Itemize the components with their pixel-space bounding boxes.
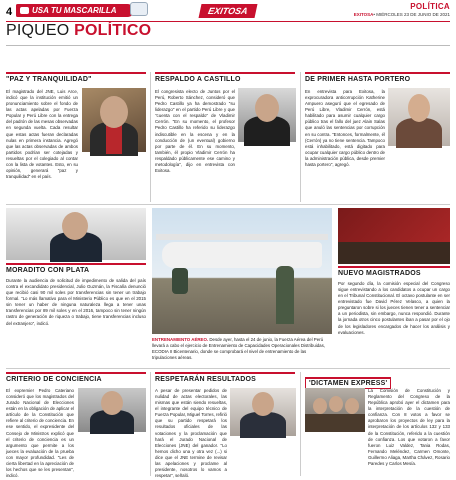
- photo-ampuero: [388, 88, 450, 146]
- article-heading: RESPALDO A CASTILLO: [155, 72, 295, 83]
- photo-aircraft: [152, 208, 332, 334]
- article-body: En entrevista para Exitosa, la exprocuradora anticorrupción Katherine Ampuero aseguró que el egresado de Perú Libre, Vladimir Cerrón, está habilitado para asumir cualquier cargo público tras el fallo del juez Alain Salas que anuló las sentencias por corrupción en su contra. "Entonces, formalmente, él (Cerrón) ya no tiene sentencia. Tampoco está inhabilitado, está digitado para ocupar cualquier cargo público dentro de la administración pública, desde premier hasta portero", agregó.: [305, 89, 385, 167]
- brand-logo: EXITOSA: [199, 4, 258, 18]
- mask-banner-text: USA TU MASCARILLA: [32, 6, 117, 15]
- photo-congress: [338, 208, 450, 264]
- page-title-light: PIQUEO: [6, 22, 75, 39]
- dateline-date: • MIÉRCOLES 23 DE JUNIO DE 2021: [373, 12, 450, 17]
- photo-commission: [305, 388, 365, 432]
- dateline: [354, 12, 450, 17]
- pilot-figure: [276, 266, 294, 324]
- article-body: Durante la audiencia de solicitud de impedimento de salida del país contra el excandidato presidencial, Julio Guzmán, la Fiscalía denunció que recibió casi 90 mil soles por transferencias sin tener un trabajo formal. "Lo más llamativo para el Ministerio Público es que en el 2015 sin tener un haber de ninguna naturaleza llega a tener unas transferencias por 89 mil soles y en el 2016, tampoco sin tener ningún rastro de generación de riqueza o trabajo, tiene transferencias incluso del extranjero", indicó.: [6, 278, 146, 326]
- pilot-figure: [172, 268, 188, 294]
- page-number: 4: [6, 6, 13, 18]
- photo-torres: [230, 388, 296, 436]
- column-divider: [300, 72, 301, 202]
- article-criterio: [6, 372, 146, 383]
- section-name: POLÍTICA: [410, 2, 450, 11]
- article-heading: "PAZ Y TRANQUILIDAD": [6, 72, 146, 83]
- photo-cateriano: [78, 388, 146, 432]
- mask-banner: [16, 4, 134, 17]
- caption-label: ENTRENAMIENTO AÉREO.: [152, 337, 209, 342]
- photo-guzman: [6, 208, 146, 260]
- article-heading: CRITERIO DE CONCIENCIA: [6, 372, 146, 383]
- column-divider: [300, 372, 301, 476]
- article-moradito: [6, 263, 146, 274]
- dateline-brand: EXITOSA: [353, 12, 374, 17]
- article-respaldo: [155, 72, 295, 83]
- article-heading: MORADITO CON PLATA: [6, 263, 146, 274]
- column-divider: [150, 372, 151, 476]
- article-respetaran: [155, 372, 295, 383]
- photo-caption: [152, 337, 332, 365]
- article-body: A pesar de presentar pedidos de nulidad de actas electorales, las mismas que están siendo resueltas, el integrante del equipo técnico de Fuerza Popular, Miguel Torres, refirió que su partido respetará los resultados oficiales de las votaciones y la proclamación que hará el Jurado Nacional de Elecciones (JNE) del ganador. "Lo hemos dicho una y otra vez (...) si dice que el JNE termine de revisar las apelaciones y proclame al presidente, nosotros lo vamos a respetar", señaló.: [155, 388, 227, 479]
- article-body: El magistrado del JNE, Luis Arce, indicó que la institución emitió un pronunciamiento sobre el fondo de las actas apeladas por Fuerza Popular y Perú Libre con la entrega del padrón de las mesas observadas en segunda vuelta. Cada resultar que estas actas fueran declaradas nulas en primera instancia. Agregó que las actas observadas de ambos partidos podrían ser cotejadas y resueltas por el colegiado al contar con la lista de votantes. Esto, en su opinión, generará "paz y tranquilidad" en el país.: [6, 89, 78, 180]
- article-paz: [6, 72, 146, 83]
- mask-icon: [20, 7, 29, 14]
- row-divider: [6, 204, 450, 205]
- plane-fuselage: [162, 242, 322, 268]
- article-body: La Comisión de Constitución y Reglamento del Congreso de la República aprobó ayer el dictamen para la interpretación de la cuestión de confianza. Con 8 votos a favor se aprobaron los proyectos de ley para la interpretación de los artículos 132 y 133 de la Constitución, referido a la cuestión de confianza. Los que votaron a favor fueron Luiz Valdez, Tania Rodas, Fernando Meléndez, Carmen Omonte, Guillermo Aliaga, Martha Chávez, Rosario Paredes y Carlos Mesía.: [368, 388, 450, 466]
- photo-sanchez: [238, 88, 296, 142]
- title-rule: [6, 45, 450, 46]
- face-mask-icon: [130, 2, 148, 16]
- article-body-top: El congresista electo de Juntos por el Perú, Roberto Sánchez, consideró que Pedro Castillo ya ha demostrado "su liderazgo" en el partido Perú Libre y que "cuenta con el respaldo" de Vladimir Cerrón. "En su momento, el profesor Pedro Castillo ha referido su liderazgo indiscutible en la escena y en la conducción de (un eventual) gobierno por parte de él. En su momento, también, él propio Vladimir Cerrón ha respaldado públicamente ese camino y metodología", dijo en entrevista con Exitosa.: [155, 89, 235, 174]
- plane-wing: [156, 234, 328, 240]
- page-title-bold: POLÍTICO: [74, 22, 152, 39]
- row-divider: [6, 368, 450, 369]
- article-body-continued: [155, 143, 296, 201]
- photo-arce: [82, 88, 146, 152]
- article-body: El expremier Pedro Cateriano consideró que los magistrados del Jurado Nacional de Elecciones están en la obligación de aplicar el artículo de la Constitución que refiere al criterio de conciencia. En ese sentido, el expresidente del Consejo de Ministros explicó que el criterio de conciencia es un argumento que permite a los jueces la evaluación de la prueba con mayor profundidad. "Les de cierta libertad en la apreciación de los hechos que se les presentan", indicó.: [6, 388, 74, 479]
- page-title: [6, 22, 151, 40]
- article-heading: RESPETARÁN RESULTADOS: [155, 372, 295, 383]
- column-divider: [150, 72, 151, 202]
- article-heading: NUEVO MAGISTRADOS: [338, 266, 450, 277]
- article-magistrados: [338, 266, 450, 277]
- article-heading: 'DICTAMEN EXPRESS': [305, 377, 391, 389]
- caption-text: Desde ayer, hasta el 24 de junio, la Fuerza Aérea del Perú llevará a cabo el ejercicio de Entrenamiento de Capacidades Operacionales Distribuidas, ECODIA II Bicentenario, donde se comprobará el nivel de entrenamiento de las tripulaciones aéreas.: [152, 337, 326, 360]
- article-heading: DE PRIMER HASTA PORTERO: [305, 72, 450, 83]
- article-body: Por segundo día, la comisión especial del Congreso sigue entrevistando a los candidatos a ocupar un cargo en el Tribunal Constitucional. El octavo postulante en ser entrevistado fue David Pérez Velasco, a quien la preguntaron sobre si los jueces tienen tener a sentenciar a un periodista, sin embargo, nunca respondió. Durante la jornada otros cinco postulantes iban a pasar por el ojo de los legisladores encargados de hacer los análisis y evaluaciones.: [338, 281, 450, 335]
- article-portero: [305, 72, 450, 83]
